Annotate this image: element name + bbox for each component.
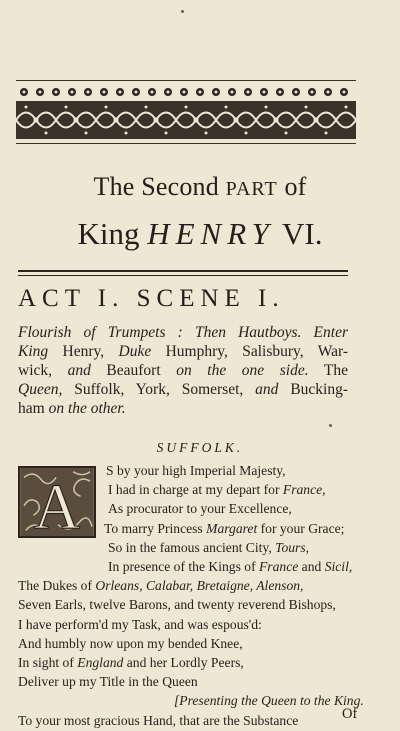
verse-line: To marry Princess Margaret for your Grace; xyxy=(104,520,345,536)
verse-line: In sight of England and her Lordly Peers, xyxy=(18,655,244,670)
act-scene-heading: ACT I. SCENE I. xyxy=(18,285,285,312)
title-rule-thick xyxy=(18,270,348,272)
verse-line: So in the famous ancient City, Tours, xyxy=(108,539,310,555)
decorated-drop-cap xyxy=(18,466,96,538)
svg-text:A: A xyxy=(33,471,81,536)
verse-line: Seven Earls, twelve Barons, and twenty reverend Bishops, xyxy=(18,597,336,613)
verse-line: I have perform'd my Task, and was espous'd: xyxy=(18,616,262,632)
catchword: Of xyxy=(342,706,358,722)
ornament-scroll-row xyxy=(16,101,356,139)
verse-line: As procurator to your Excellence, xyxy=(108,501,292,517)
paper-speck xyxy=(181,10,184,13)
verse-line: To your most gracious Hand, that are the Substance xyxy=(18,712,299,728)
drop-cap-foliage-icon xyxy=(20,468,94,536)
title-rule-thin xyxy=(18,275,348,276)
play-title-line-2: King HENRY VI. xyxy=(77,216,323,251)
play-title-line-1: The Second PART of xyxy=(93,172,307,201)
verse-line: I had in charge at my depart for France, xyxy=(108,482,326,498)
verse-line: In presence of the Kings of France and Sicil, xyxy=(108,559,353,574)
verse-line: The Dukes of Orleans, Calabar, Bretaigne, Alenson, xyxy=(18,578,304,594)
printer-ornament-band xyxy=(16,80,356,144)
speaker-name: SUFFOLK. xyxy=(156,440,244,455)
verse-line: S by your high Imperial Majesty, xyxy=(106,463,286,478)
stage-direction: Flourish of Trumpets : Then Hautboys. Enter King Henry, Duke Humphry, Salisbury, War- wick, and Beaufort on the one side. The Queen, Suffolk, York, Somerset, and Bucking- ham on the other. xyxy=(18,324,349,417)
stage-aside: [Presenting the Queen to the King. xyxy=(174,693,364,709)
verse-line: Deliver up my Title in the Queen xyxy=(18,674,198,690)
verse-line: And humbly now upon my bended Knee, xyxy=(18,635,243,651)
ornament-rosette-row xyxy=(16,85,356,99)
paper-speck xyxy=(329,424,332,427)
